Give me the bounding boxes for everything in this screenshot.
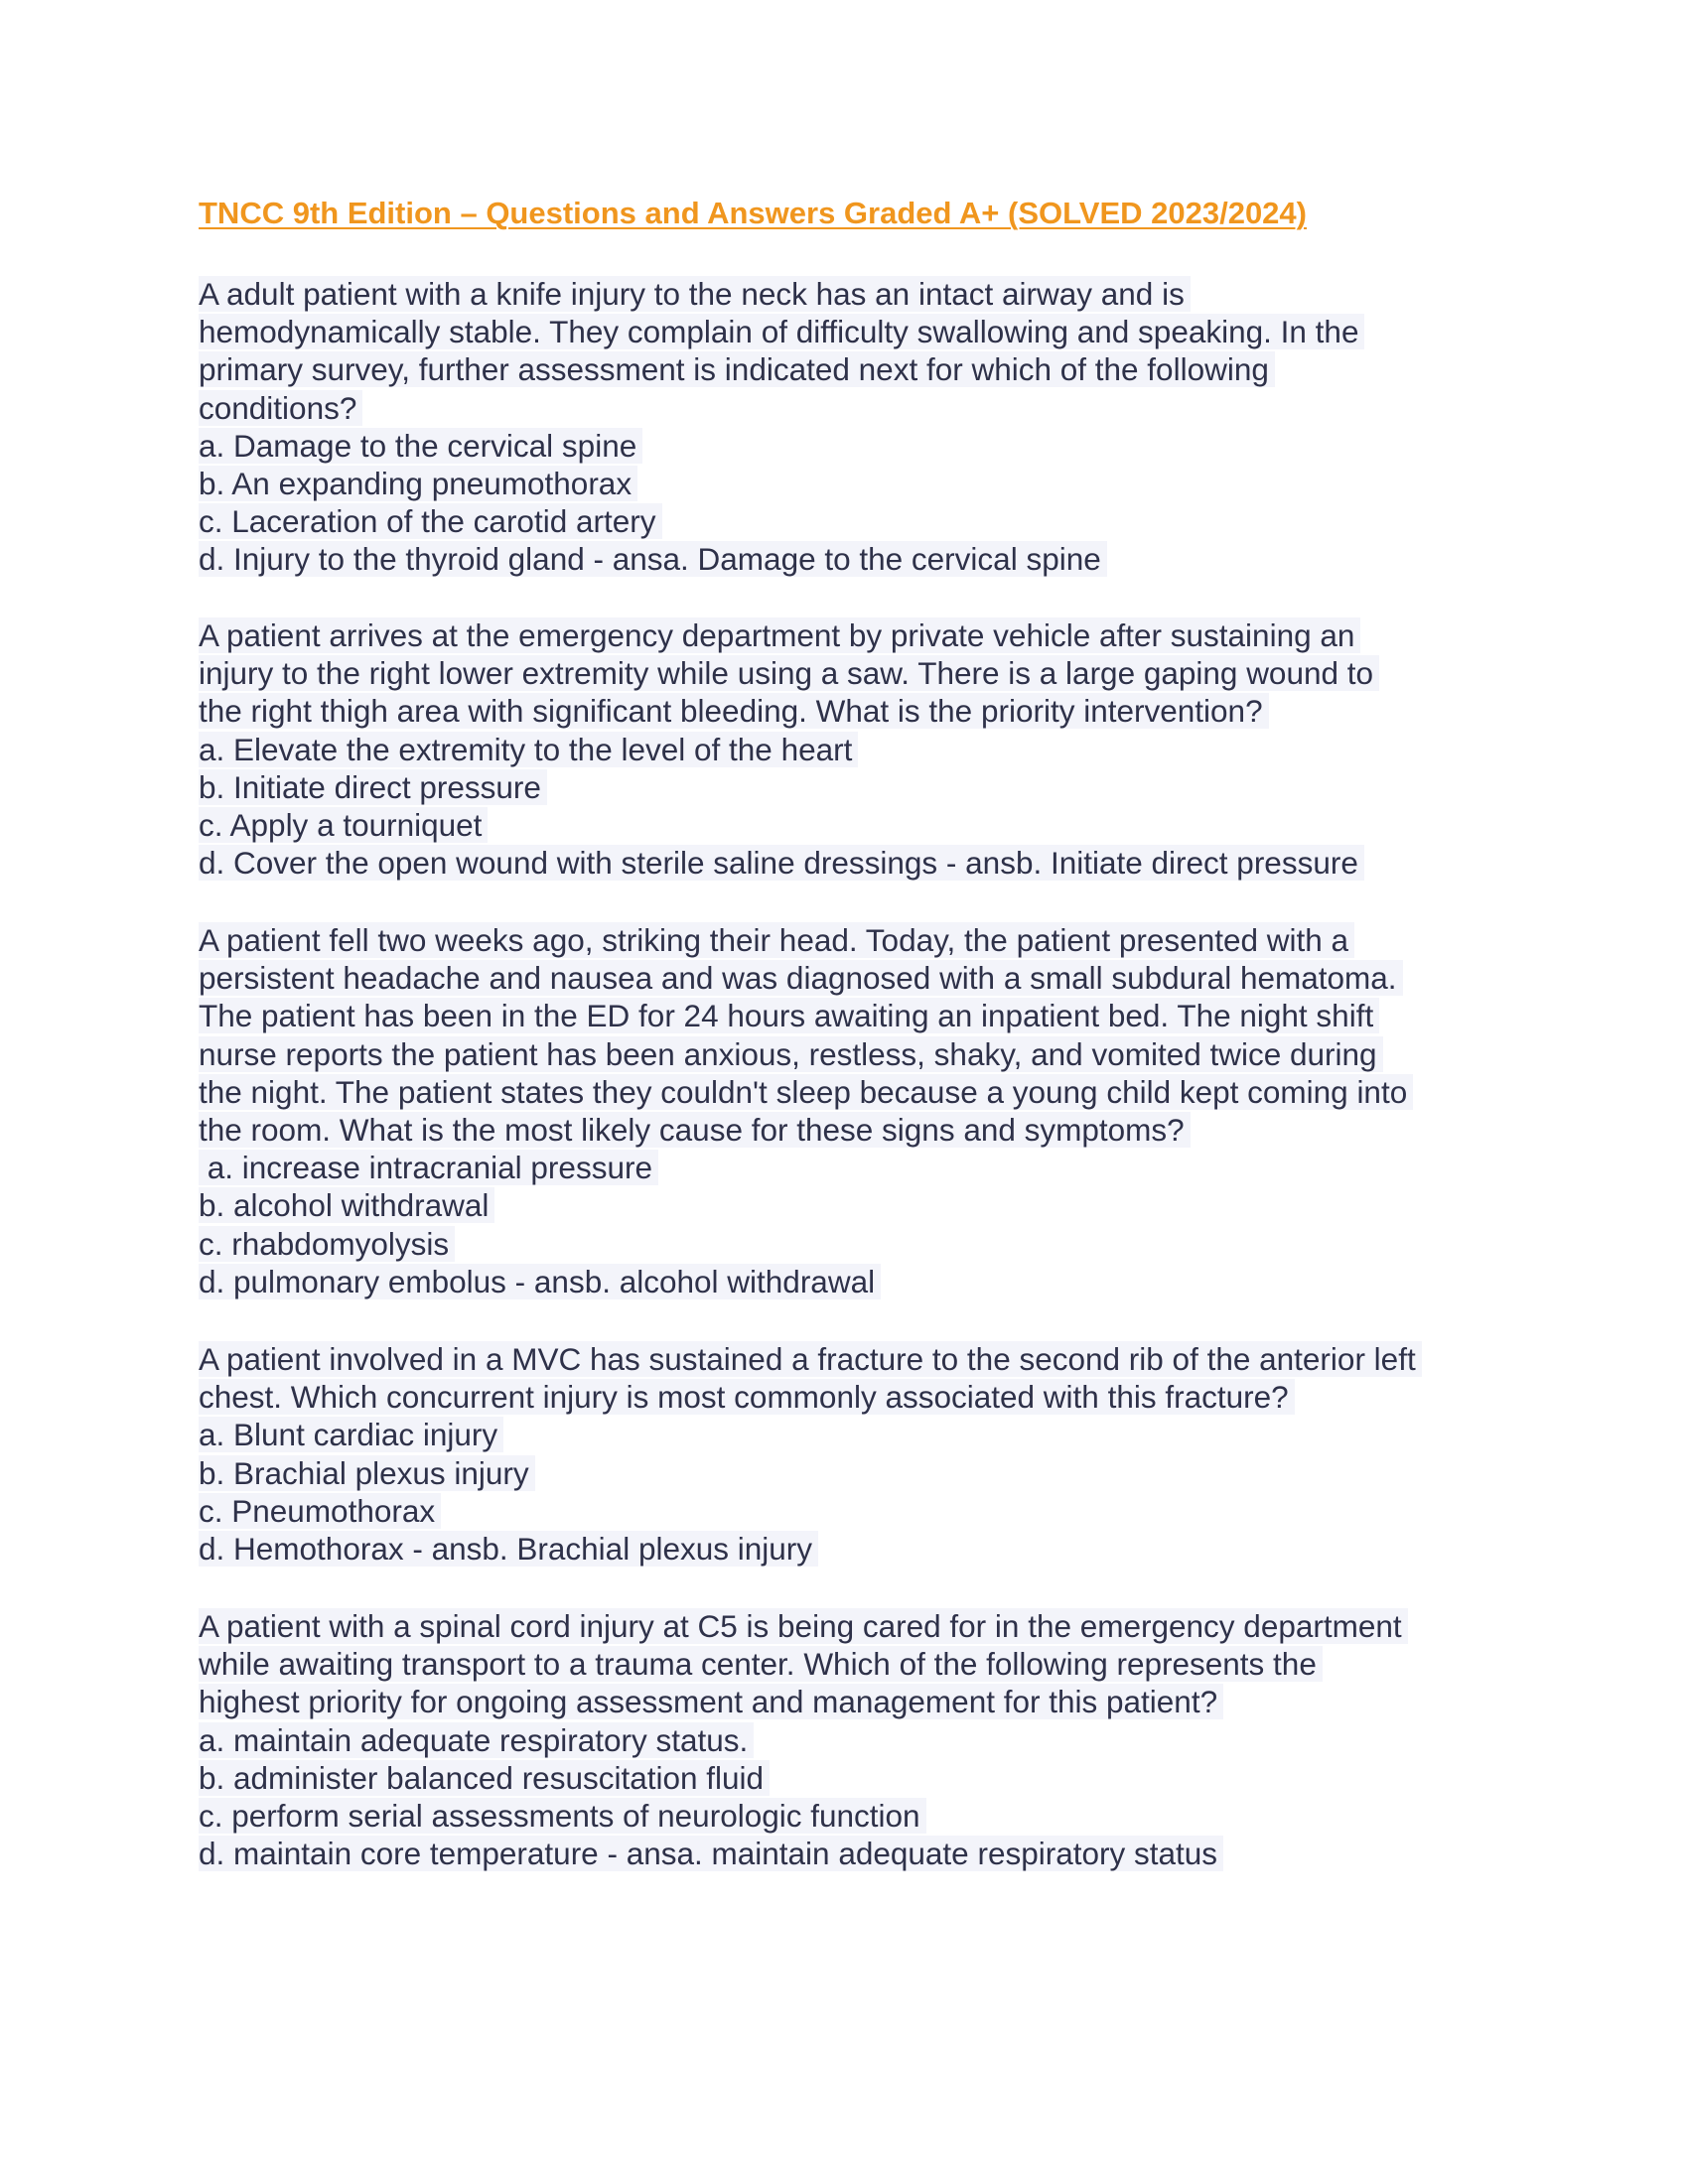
question-stem-line: A patient involved in a MVC has sustained a fracture to the second rib of the anterior left [199,1340,1529,1378]
answer-option: a. Elevate the extremity to the level of the heart [199,731,1529,768]
answer-option-with-key: d. Injury to the thyroid gland - ansa. Damage to the cervical spine [199,540,1529,578]
answer-option: a. Blunt cardiac injury [199,1416,1529,1453]
answer-option: c. rhabdomyolysis [199,1225,1529,1263]
answer-option: b. administer balanced resuscitation fluid [199,1759,1529,1797]
question-stem-line: injury to the right lower extremity while using a saw. There is a large gaping wound to [199,654,1529,692]
answer-option: b. Brachial plexus injury [199,1454,1529,1492]
question-stem-line: nurse reports the patient has been anxious, restless, shaky, and vomited twice during [199,1035,1529,1073]
question-block [199,616,1529,882]
question-stem-line: chest. Which concurrent injury is most commonly associated with this fracture? [199,1378,1529,1416]
question-block [199,1340,1529,1568]
answer-option: c. Laceration of the carotid artery [199,502,1529,540]
question-stem-line: conditions? [199,389,1529,427]
answer-option: c. Apply a tourniquet [199,806,1529,844]
question-stem-line: the right thigh area with significant bleeding. What is the priority intervention? [199,692,1529,730]
question-block [199,275,1529,579]
question-stem-line: the night. The patient states they couldn't sleep because a young child kept coming into [199,1073,1529,1111]
question-stem-line: The patient has been in the ED for 24 hours awaiting an inpatient bed. The night shift [199,997,1529,1034]
question-block [199,921,1529,1300]
answer-option: a. Damage to the cervical spine [199,427,1529,465]
document-title: TNCC 9th Edition – Questions and Answers Graded A+ (SOLVED 2023/2024) [199,196,1307,230]
answer-option: b. An expanding pneumothorax [199,465,1529,502]
answer-option: c. Pneumothorax [199,1492,1529,1530]
question-stem-line: A patient fell two weeks ago, striking their head. Today, the patient presented with a [199,921,1529,959]
question-stem-line: A patient arrives at the emergency department by private vehicle after sustaining an [199,616,1529,654]
answer-option-with-key: d. pulmonary embolus - ansb. alcohol withdrawal [199,1263,1529,1300]
answer-option-with-key: d. Cover the open wound with sterile saline dressings - ansb. Initiate direct pressure [199,844,1529,882]
question-stem-line: persistent headache and nausea and was diagnosed with a small subdural hematoma. [199,959,1529,997]
question-stem-line: primary survey, further assessment is indicated next for which of the following [199,350,1529,388]
answer-option: b. Initiate direct pressure [199,768,1529,806]
question-stem-line: while awaiting transport to a trauma center. Which of the following represents the [199,1645,1529,1683]
answer-option: b. alcohol withdrawal [199,1186,1529,1224]
answer-option: c. perform serial assessments of neurologic function [199,1797,1529,1835]
question-stem-line: A adult patient with a knife injury to the neck has an intact airway and is [199,275,1529,313]
answer-option: a. maintain adequate respiratory status. [199,1721,1529,1759]
question-stem-line: highest priority for ongoing assessment and management for this patient? [199,1683,1529,1720]
question-stem-line: the room. What is the most likely cause for these signs and symptoms? [199,1111,1529,1149]
answer-option-with-key: d. Hemothorax - ansb. Brachial plexus injury [199,1530,1529,1568]
answer-option-with-key: d. maintain core temperature - ansa. maintain adequate respiratory status [199,1835,1529,1872]
question-block [199,1607,1529,1872]
question-stem-line: A patient with a spinal cord injury at C5 is being cared for in the emergency department [199,1607,1529,1645]
answer-option: a. increase intracranial pressure [199,1149,1529,1186]
question-stem-line: hemodynamically stable. They complain of difficulty swallowing and speaking. In the [199,313,1529,350]
